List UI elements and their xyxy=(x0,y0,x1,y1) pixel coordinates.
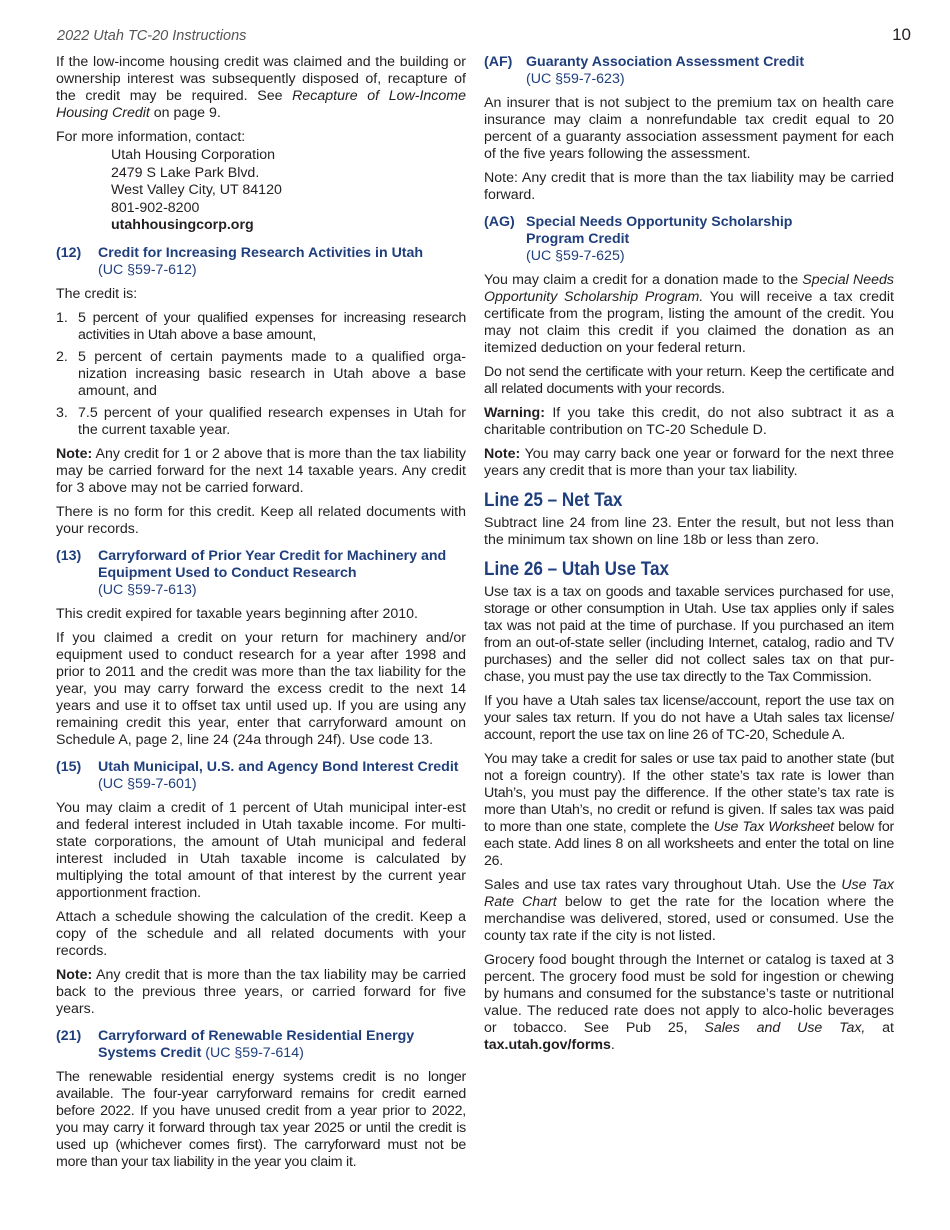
section-12-heading: (12) Credit for Increasing Research Activities in Utah (UC §59-7-612) xyxy=(56,244,424,278)
list-item: 1. 5 percent of your qualified expenses for increasing research activities in Utah above a base amount, xyxy=(56,309,466,343)
section-12-note: Note: Any credit for 1 or 2 above that is more than the tax liability may be carried forward for the next 14 taxable years. Any credit for 3 above may not be carried forward. xyxy=(56,445,466,496)
website-link[interactable]: utahhousingcorp.org xyxy=(111,217,254,233)
line-26-p3: You may take a credit for sales or use tax paid to another state (but not a foreign country). If the other state’s tax rate is lower than Utah’s, you must pay the difference. If the other state’s tax rate is more than Utah’s, no credit or refund is given. If sales tax was paid to more than one state, complete the Use Tax Worksheet below for each state. Add lines 8 on all worksheets and enter the total on line 26. xyxy=(484,751,894,869)
right-column xyxy=(484,54,894,1061)
section-15-p1: You may claim a credit of 1 percent of Utah municipal inter-est and federal interest included in Utah taxable income. For multi-state corporations, the amount of Utah municipal and federal interest included in Utah taxable income is calculated by multiplying the total amount of that interest by the current year apportionment fraction. xyxy=(56,799,466,901)
section-13-p2: If you claimed a credit on your return for machinery and/or equipment used to conduct research for a year after 1998 and prior to 2011 and the credit was more than the tax liability for the year, you may carry forward the excess credit to the next 14 years and use it to offset tax until used up. If you are using any remaining credit this year, enter that carryforward amount on Schedule A, page 2, line 24 (24a through 24f). Use code 13. xyxy=(56,629,466,748)
section-21-p1: The renewable residential energy systems credit is no longer available. The four-year carryforward remains for credit earned before 2022. If you have unused credit from a year prior to 2022, you may carry it forward through tax year 2025 or until the credit is used up (whichever comes first). The carryforward must not be more than your tax liability in the year you claim it. xyxy=(56,1068,466,1170)
section-ag-warning: Warning: If you take this credit, do not also subtract it as a charitable contribution on TC-20 Schedule D. xyxy=(484,405,894,438)
line-25-p1: Subtract line 24 from line 23. Enter the result, but not less than the minimum tax shown on line 18b or less than zero. xyxy=(484,515,894,548)
line-26-p2: If you have a Utah sales tax license/account, report the use tax on your sales tax return. If you do not have a Utah sales tax license/ account, report the use tax on line 26 of TC-20, Schedule A. xyxy=(484,693,894,743)
section-13-heading: (13) Carryforward of Prior Year Credit for Machinery and Equipment Used to Conduct Research (UC §59-7-613) xyxy=(56,547,447,598)
section-15-p2: Attach a schedule showing the calculation of the credit. Keep a copy of the schedule and all related documents with your records. xyxy=(56,908,466,959)
tax-forms-link[interactable]: tax.utah.gov/forms xyxy=(484,1037,611,1053)
section-af-heading: (AF) Guaranty Association Assessment Credit (UC §59-7-623) xyxy=(484,54,805,87)
section-21-heading: (21) Carryforward of Renewable Residential Energy Systems Credit (UC §59-7-614) xyxy=(56,1027,415,1061)
section-12-list xyxy=(56,310,466,439)
section-ag-p2: Do not send the certificate with your return. Keep the certificate and all related documents with your records. xyxy=(484,364,894,397)
contact-address xyxy=(111,147,466,235)
line-26-p4: Sales and use tax rates vary throughout Utah. Use the Use Tax Rate Chart below to get the rate for the location where the merchandise was delivered, stored, used or consumed. Use the county tax rate if the city is not listed. xyxy=(484,877,894,944)
section-12-no-form: There is no form for this credit. Keep all related documents with your records. xyxy=(56,503,466,537)
address-line: West Valley City, UT 84120 xyxy=(111,182,282,198)
line-26-p5: Grocery food bought through the Internet or catalog is taxed at 3 percent. The grocery food must be sold for ingestion or chewing by humans and consumed for the substance’s taste or nutritional value. The reduced rate does not apply to alco-holic beverages or tobacco. See Pub 25, Sales and Use Tax, at tax.utah.gov/forms. xyxy=(484,952,894,1053)
section-15-heading: (15) Utah Municipal, U.S. and Agency Bond Interest Credit (UC §59-7-601) xyxy=(56,758,459,792)
section-15-note: Note: Any credit that is more than the tax liability may be carried back to the previous three years, or carried forward for five years. xyxy=(56,966,466,1017)
intro-paragraph: If the low-income housing credit was claimed and the building or ownership interest was subsequently disposed of, recapture of the credit may be required. See Recapture of Low-Income Housing Credit on page 9. xyxy=(56,54,467,121)
contact-label: For more information, contact: xyxy=(56,129,246,145)
section-ag-p1: You may claim a credit for a donation made to the Special Needs Opportunity Scholarship Program. You will receive a tax credit certificate from the program, listing the amount of the credit. You may not claim this credit if you claimed the donation as an itemized deduction on your federal return. xyxy=(484,272,894,356)
address-line: 801-902-8200 xyxy=(111,199,200,216)
section-13-p1: This credit expired for taxable years beginning after 2010. xyxy=(56,605,418,622)
address-line: 2479 S Lake Park Blvd. xyxy=(111,164,260,181)
document-header-title: 2022 Utah TC-20 Instructions xyxy=(57,28,247,44)
left-column xyxy=(56,54,466,1178)
section-12-lead: The credit is: xyxy=(56,285,138,302)
line-26-p1: Use tax is a tax on goods and taxable services purchased for use, storage or other consumption in Utah. Use tax applies only if sales tax was not paid at the time of purchase. If you purchased an item from an out-of-state seller (including Internet, catalog, radio and TV purchases) and the seller did not collect sales tax on that pur-chase, you must pay the use tax directly to the Tax Commission. xyxy=(484,584,894,685)
list-item: 2. 5 percent of certain payments made to a qualified orga-nization increasing basic research in Utah above a base amount, and xyxy=(56,348,466,399)
section-af-p2: Note: Any credit that is more than the tax liability may be carried forward. xyxy=(484,170,894,203)
section-ag-note: Note: You may carry back one year or forward for the next three years any credit that is more than your tax liability. xyxy=(484,446,894,479)
list-item: 3. 7.5 percent of your qualified research expenses in Utah for the current taxable year. xyxy=(56,404,466,438)
page-number: 10 xyxy=(892,25,911,44)
line-25-heading: Line 25 – Net Tax xyxy=(484,490,623,511)
section-ag-heading: (AG) Special Needs Opportunity Scholarship Program Credit (UC §59-7-625) xyxy=(484,214,793,264)
line-26-heading: Line 26 – Utah Use Tax xyxy=(484,559,670,580)
section-af-p1: An insurer that is not subject to the premium tax on health care insurance may claim a nonrefundable tax credit equal to 20 percent of a guaranty association assessment payment for each of the five years following the assessment. xyxy=(484,95,894,162)
address-line: Utah Housing Corporation xyxy=(111,147,276,163)
